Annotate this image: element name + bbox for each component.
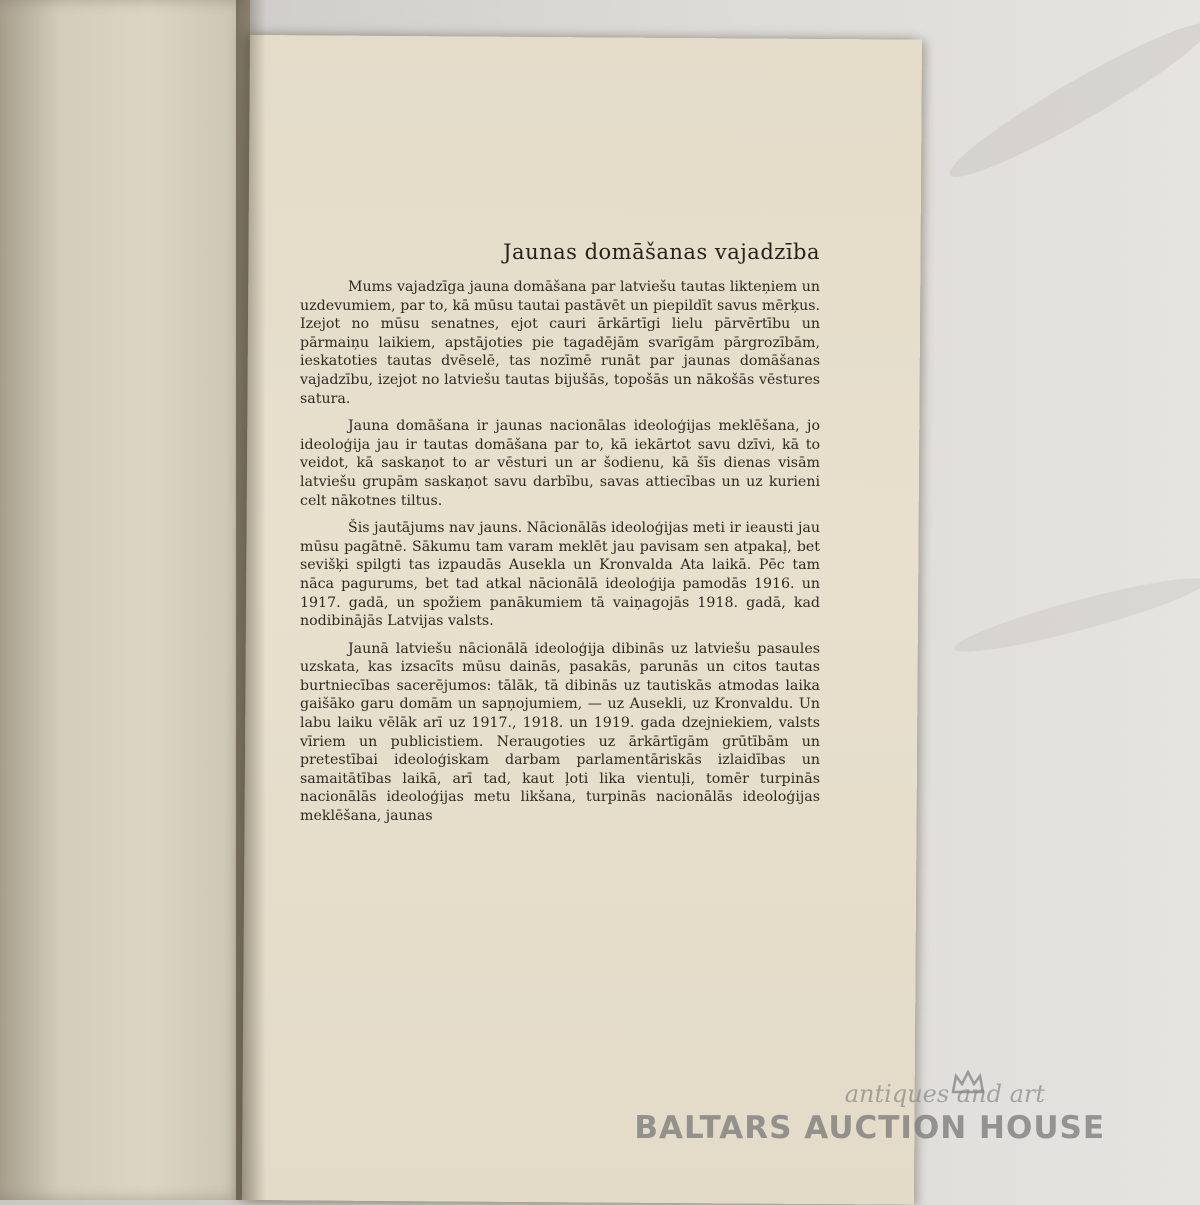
watermark-tagline: antiques and art [844, 1080, 1045, 1108]
left-page [0, 0, 250, 1200]
watermark-name: BALTARS AUCTION HOUSE [634, 1110, 1105, 1146]
marble-vein [951, 567, 1200, 663]
paragraph: Jaunā latviešu nācionālā ideoloģija dibinās uz latviešu pasaules uzskata, kas izsacīts mūsu dainās, pasakās, parunās un citos tautas burtniecības sacerējumos: tālāk, tā dibinās uz tautiskās atmodas laika gaišāko garu domām un sapņojumiem, — uz Ausekli, uz Kronvaldu. Un labu laiku vēlāk arī uz 1917., 1918. un 1919. gada dzejniekiem, valsts vīriem un publicistiem. Neraugoties uz ārkārtīgām grūtībām un pretestībai ideoloģiskam darbam parlamentāriskās izlaidības un samaitātības laikā, arī tad, kaut ļoti lika vientuļi, tomēr turpinās nacionālās ideoloģijas metu likšana, turpinās nacionālās ideoloģijas meklēšana, jaunas [300, 640, 820, 825]
paragraph: Jauna domāšana ir jaunas nacionālas ideoloģijas meklēšana, jo ideoloģija jau ir tautas domāšana par to, kā iekārtot savu dzīvi, kā to veidot, kā saskaņot to ar vēsturi un ar šodienu, kā šīs dienas visām latviešu grupām saskaņot savu darbību, savas attiecības un uz kurieni celt nākotnes tiltus. [300, 418, 820, 509]
watermark [634, 1080, 1105, 1146]
page-text [300, 240, 820, 835]
book-gutter [236, 0, 266, 1200]
paragraph: Šis jautājums nav jauns. Nācionālās ideoloģijas meti ir ieausti jau mūsu pagātnē. Sākumu tam varam meklēt jau pavisam sen atpakaļ, bet sevišķi spilgti tas izpaudās Auseklа un Kronvalda Ata laikā. Pēc tam nāca pagurums, bet tad atkal nācionālā ideoloģija pamodās 1916. un 1917. gadā, un spožiem panākumiem tā vaiņagojās 1918. gadā, kad nodibinājās Latvijas valsts. [300, 520, 820, 630]
crown-icon [951, 1070, 985, 1096]
chapter-title: Jaunas domāšanas vajadzība [503, 240, 820, 264]
paragraph: Mums vajadzīga jauna domāšana par latviešu tautas likteņiem un uzdevumiem, par to, kā mūsu tautai pastāvēt un piepildīt savus mērķus. Izejot no mūsu senatnes, ejot cauri ārkārtīgi lielu pārvērtību un pārmaiņu laikiem, apstājoties pie tagadējām svarīgām pārgrozībām, ieskatoties tautas dvēselē, tas nozīmē runāt par jaunas domāšanas vajadzību, izejot no latviešu tautas bijušās, topošās un nākošās vēstures satura. [300, 279, 820, 407]
marble-vein [940, 8, 1200, 193]
